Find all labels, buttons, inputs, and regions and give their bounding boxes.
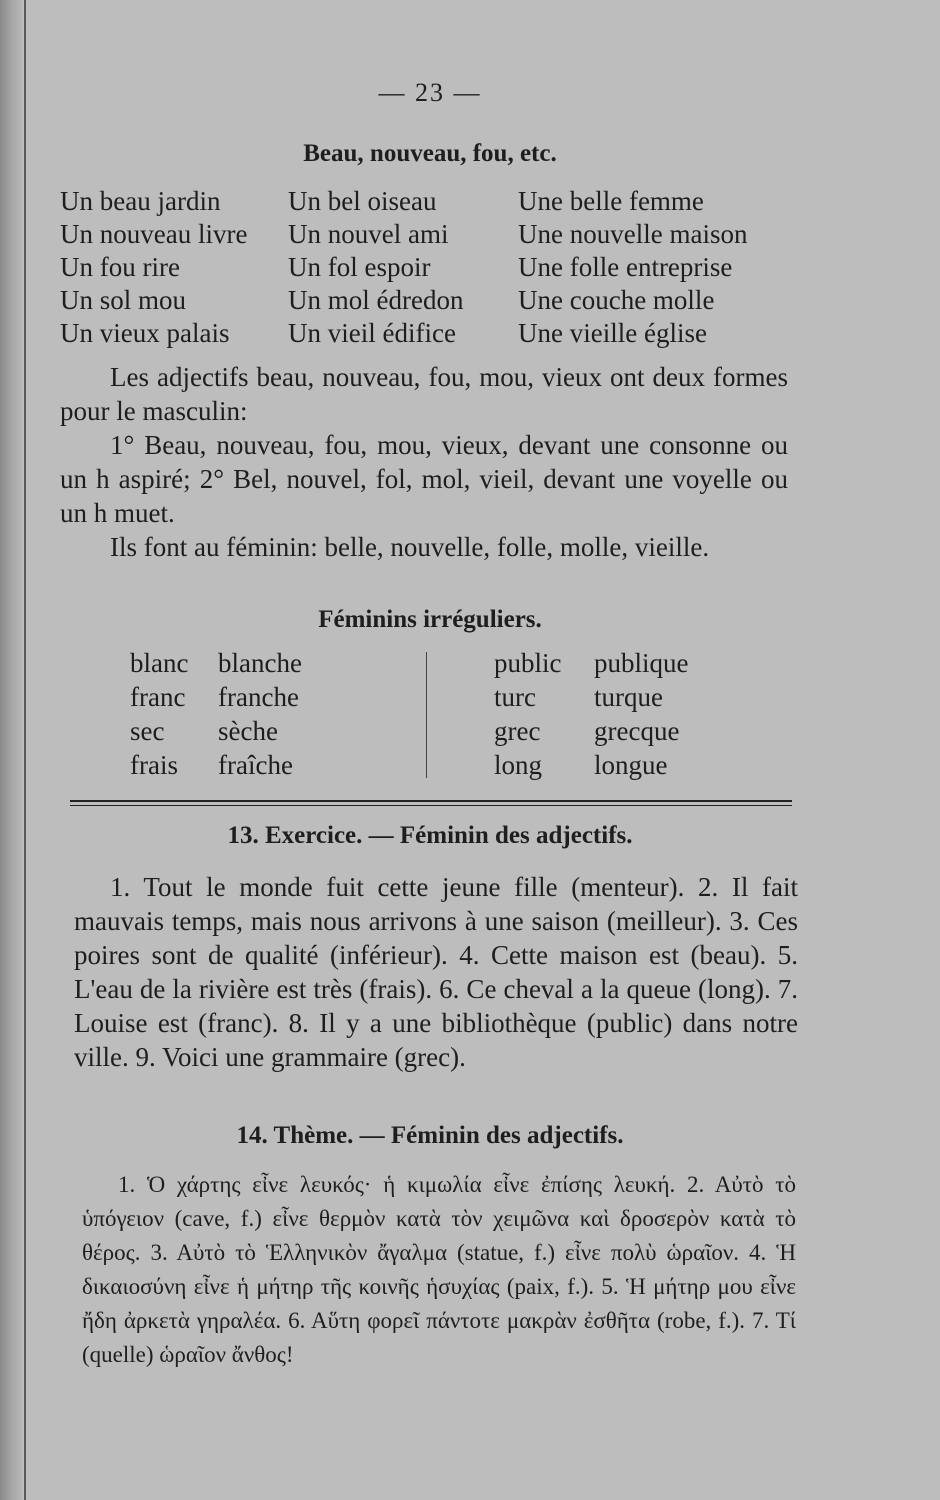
- exercise-paragraph: 1. Tout le monde fuit cette jeune fille (menteur). 2. Il fait mauvais temps, mais nous arrivons à une saison (meilleur). 3. Ces poires sont de qualité (inférieur). 4. Cette maison est (beau). 5. L'eau de la rivière est très (frais). 6. Ce cheval a la queue (long). 7. Louise est (franc). 8. Il y a une bibliothèque (public) dans notre ville. 9. Voici une grammaire (grec).: [74, 872, 798, 1072]
- masc-form: long: [494, 750, 543, 780]
- example-row: [60, 219, 800, 253]
- example-row: [60, 318, 800, 352]
- book-page: [60, 0, 800, 1500]
- irregular-title: Féminins irréguliers.: [318, 606, 542, 633]
- irregular-table: [130, 648, 730, 786]
- fem-form: franche: [218, 682, 299, 712]
- example-masc-vowel: Un vieil édifice: [288, 318, 456, 348]
- example-fem: Une belle femme: [518, 186, 704, 216]
- irregular-row: [130, 716, 730, 750]
- example-fem: Une nouvelle maison: [518, 219, 748, 249]
- masc-form: franc: [130, 682, 186, 712]
- section-divider: [70, 800, 792, 802]
- theme-text: [82, 1168, 796, 1372]
- rule-paragraph-3: Ils font au féminin: belle, nouvelle, folle, molle, vieille.: [110, 532, 710, 562]
- example-fem: Une folle entreprise: [518, 252, 733, 282]
- fem-form: sèche: [218, 716, 278, 746]
- example-masc-vowel: Un fol espoir: [288, 252, 431, 282]
- example-fem: Une couche molle: [518, 285, 715, 315]
- irregular-row: [130, 682, 730, 716]
- masc-form: grec: [494, 716, 541, 746]
- theme-title: 14. Thème. — Féminin des adjectifs.: [236, 1122, 624, 1149]
- fem-form: grecque: [594, 716, 680, 746]
- example-masc-vowel: Un bel oiseau: [288, 186, 437, 216]
- masc-form: frais: [130, 750, 178, 780]
- example-row: [60, 252, 800, 286]
- fem-form: longue: [594, 750, 668, 780]
- masc-form: blanc: [130, 648, 189, 678]
- example-fem: Une vieille église: [518, 318, 707, 348]
- masc-form: public: [494, 648, 562, 678]
- fem-form: turque: [594, 682, 663, 712]
- binding-edge: [24, 0, 26, 1500]
- page-number: — 23 —: [378, 78, 482, 107]
- example-masc: Un vieux palais: [60, 318, 230, 348]
- example-masc: Un nouveau livre: [60, 219, 248, 249]
- example-masc: Un beau jardin: [60, 186, 221, 216]
- irregular-row: [130, 648, 730, 682]
- exercise-text: [74, 870, 798, 1074]
- book-spine-shadow: [0, 0, 22, 1500]
- fem-form: publique: [594, 648, 689, 678]
- example-row: [60, 285, 800, 319]
- example-row: [60, 186, 800, 220]
- example-masc-vowel: Un nouvel ami: [288, 219, 449, 249]
- example-masc-vowel: Un mol édredon: [288, 285, 464, 315]
- fem-form: blanche: [218, 648, 302, 678]
- exercise-title: 13. Exercice. — Féminin des adjectifs.: [227, 822, 633, 849]
- masc-form: turc: [494, 682, 536, 712]
- irregular-row: [130, 750, 730, 784]
- section-divider: [70, 805, 792, 806]
- example-masc: Un fou rire: [60, 252, 180, 282]
- rule-paragraph-2: 1° Beau, nouveau, fou, mou, vieux, devant une consonne ou un h aspiré; 2° Bel, nouvel, fol, mol, vieil, devant une voyelle ou un h muet.: [60, 430, 788, 528]
- section-title: Beau, nouveau, fou, etc.: [303, 140, 557, 167]
- example-masc: Un sol mou: [60, 285, 187, 315]
- theme-paragraph: 1. Ὁ χάρτης εἶνε λευκός· ἡ κιμωλία εἶνε ἐπίσης λευκή. 2. Αὐτὸ τὸ ὑπόγειον (cave, f.) εἶνε θερμὸν κατὰ τὸν χειμῶνα καὶ δροσερὸν κατὰ τὸ θέρος. 3. Αὐτὸ τὸ Ἑλληνικὸν ἄγαλμα (statue, f.) εἶνε πολὺ ὡραῖον. 4. Ἡ δικαιοσύνη εἶνε ἡ μήτηρ τῆς κοινῆς ἡσυχίας (paix, f.). 5. Ἡ μήτηρ μου εἶνε ἤδη ἀρκετὰ γηραλέα. 6. Αὕτη φορεῖ πάντοτε μακρὰν ἐσθῆτα (robe, f.). 7. Τί (quelle) ὡραῖον ἄνθος!: [82, 1172, 796, 1367]
- fem-form: fraîche: [218, 750, 293, 780]
- rule-text: [60, 360, 788, 564]
- rule-paragraph-1: Les adjectifs beau, nouveau, fou, mou, vieux ont deux formes pour le masculin:: [60, 362, 788, 426]
- masc-form: sec: [130, 716, 165, 746]
